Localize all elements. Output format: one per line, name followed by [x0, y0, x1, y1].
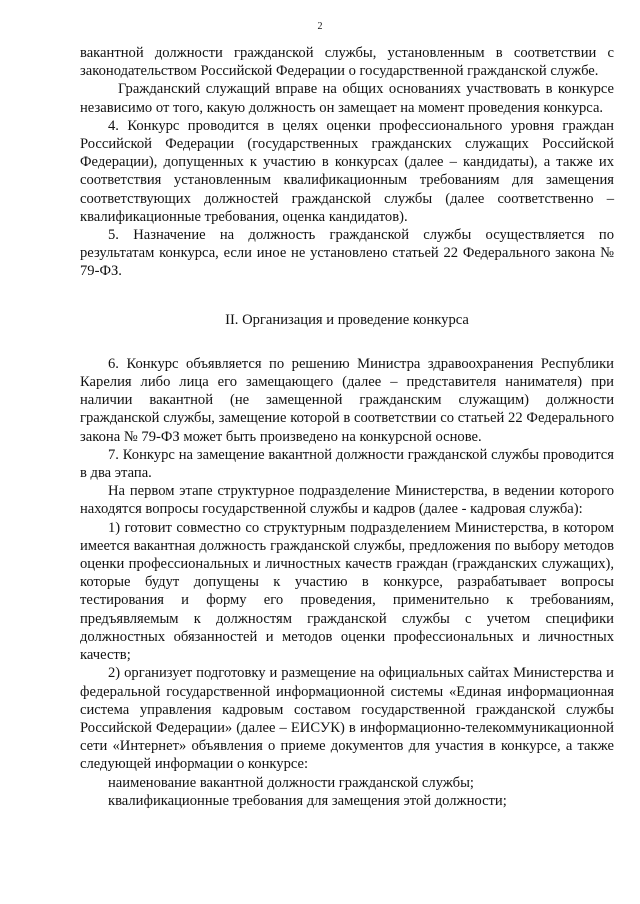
- paragraph-item-4: 4. Конкурс проводится в целях оценки профессионального уровня граждан Российской Федерации (государственных гражданских служащих Российской Федерации), допущенных к участию в конкурсах (далее – кандидаты), а также их соответствия установленным квалификационным требованиям для замещения соответствующих должностей гражданской службы (далее соответственно – квалификационные требования, оценка кандидатов).: [80, 117, 614, 225]
- paragraph-civil-servant-right: Гражданский служащий вправе на общих основаниях участвовать в конкурсе независимо от того, какую должность он замещает на момент проведения конкурса.: [80, 81, 614, 116]
- paragraph-item-6: 6. Конкурс объявляется по решению Министра здравоохранения Республики Карелия либо лица его замещающего (далее – представителя нанимателя) при наличии вакантной (не замещенной гражданским служащим) должности гражданской службы, замещение которой в соответствии со статьей 22 Федерального закона № 79-ФЗ может быть произведено на конкурсной основе.: [80, 355, 614, 445]
- document-body: [80, 44, 614, 810]
- page-number: 2: [317, 21, 323, 32]
- paragraph-item-5: 5. Назначение на должность гражданской службы осуществляется по результатам конкурса, если иное не установлено статьей 22 Федерального закона № 79-ФЗ.: [80, 227, 614, 280]
- paragraph-vacancy-name: наименование вакантной должности гражданской службы;: [108, 774, 474, 791]
- paragraph-first-stage: На первом этапе структурное подразделение Министерства, в ведении которого находятся вопросы государственной службы и кадров (далее - кадровая служба):: [80, 483, 614, 518]
- paragraph-subitem-2: 2) организует подготовку и размещение на официальных сайтах Министерства и федеральной государственной информационной системы «Единая информационная система управления кадровым составом государственной гражданской службы Российской Федерации» (далее – ЕИСУК) в информационно-телекоммуникационной сети «Интернет» объявления о приеме документов для участия в конкурсе, а также следующей информации о конкурсе:: [80, 665, 614, 773]
- paragraph-qualification-requirements: квалификационные требования для замещения этой должности;: [108, 792, 507, 809]
- section-title: II. Организация и проведение конкурса: [225, 311, 469, 328]
- paragraph-continuation: вакантной должности гражданской службы, установленным в соответствии с законодательством Российской Федерации о государственной гражданской службе.: [80, 45, 614, 80]
- paragraph-item-7: 7. Конкурс на замещение вакантной должности гражданской службы проводится в два этапа.: [80, 446, 614, 482]
- paragraph-subitem-1: 1) готовит совместно со структурным подразделением Министерства, в котором имеется вакантная должность гражданской службы, предложения по выбору методов оценки профессиональных и личностных качеств граждан (гражданских служащих), которые будут допущены к участию в конкурсе, разрабатывает вопросы тестирования и форму его проведения, применительно к требованиям, предъявляемым к должностям гражданской службы с учетом специфики должностных обязанностей и методов оценки профессиональных и личностных качеств;: [80, 519, 614, 664]
